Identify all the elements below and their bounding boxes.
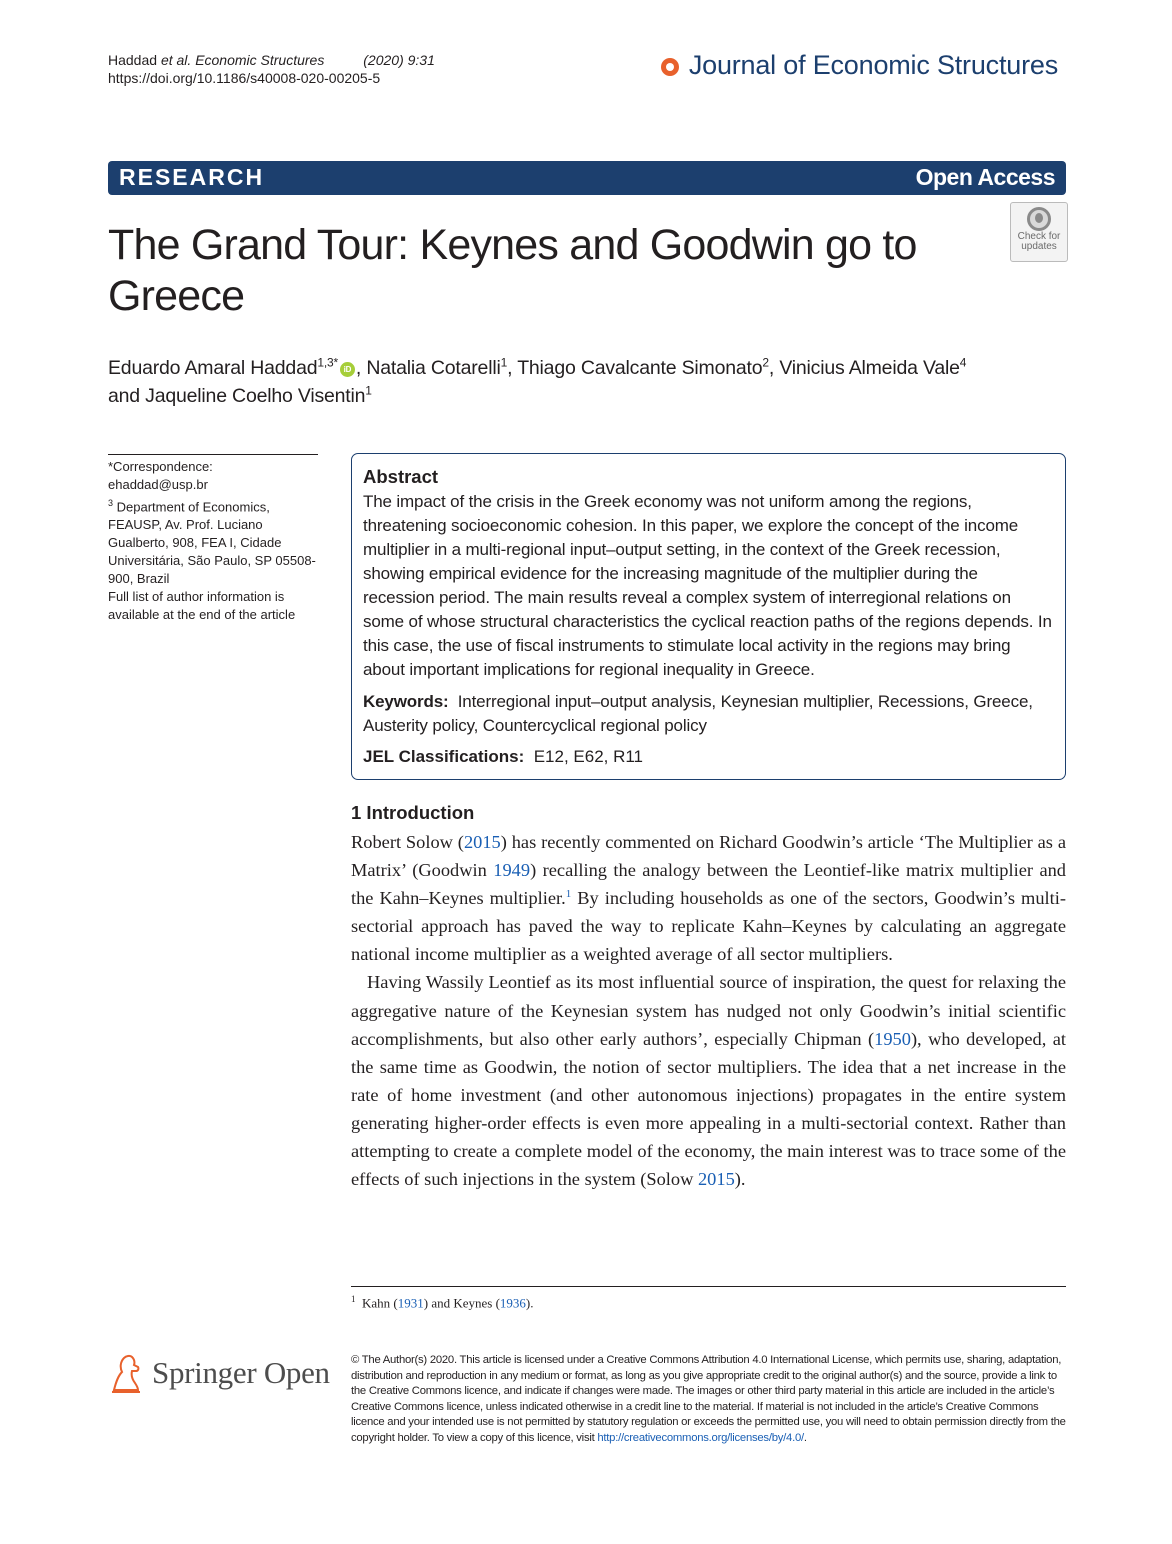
section-heading: 1 Introduction — [351, 802, 475, 823]
license-link[interactable]: http://creativecommons.org/licenses/by/4.0/ — [597, 1431, 804, 1444]
paragraph — [351, 828, 1066, 968]
author-info-note: Full list of author information is available at the end of the article — [108, 589, 296, 623]
citation-link[interactable]: 2015 — [697, 1169, 735, 1190]
abstract-box — [351, 453, 1066, 780]
license-body: © The Author(s) 2020. This article is licensed under a Creative Commons Attribution 4.0 International License, which permits use, sharing, adaptation, distribution and reproduction in any medium or format, as long as you give appropriate credit to the original author(s) and the source, provide a link to the Creative Commons licence, and indicate if changes were made. The images or other third party material in this article are included in the article’s Creative Commons licence, unless indicated otherwise in a credit line to the material. If material is not included in the article’s Creative Commons licence and your intended use is not permitted by statutory regulation or exceeds the permitted use, you will need to obtain permission directly from the copyright holder. To view a copy of this licence, visit — [351, 1354, 1066, 1444]
abstract-text: The impact of the crisis in the Greek economy was not uniform among the regions, threatening socioeconomic cohesion. In this paper, we explore the concept of the income multiplier in a multi-regional input–output setting, in the context of the Greek recession, showing empirical evidence for the increasing magnitude of the multiplier during the recession period. The main results reveal a complex system of interregional relations on some of whose structural characteristics the cyclical reaction paths of the regions depends. In this case, the use of fiscal instruments to stimulate local activity in the regions may bring about important implications for regional inequality in Greece. — [363, 492, 1052, 679]
author-affiliation: 1 — [500, 355, 508, 370]
correspondence-label: *Correspondence: — [108, 459, 213, 474]
text-run: . — [803, 1431, 807, 1444]
jel-codes: E12, E62, R11 — [533, 747, 644, 766]
abstract-heading: Abstract — [363, 466, 439, 487]
author-affiliation: 4 — [959, 355, 967, 370]
text-run: Having Wassily Leontief as its most influential source of inspiration, the quest for relaxing the aggregative nature of the Keynesian system has nudged not only Goodwin’s initial scientific accomplishments, but also other early authors’, especially Chipman ( — [351, 972, 1066, 1049]
separator: , — [768, 357, 780, 379]
correspondence-email[interactable]: ehaddad@usp.br — [108, 477, 208, 492]
journal-title[interactable] — [661, 50, 1058, 81]
author-list — [108, 354, 1048, 410]
keywords-label: Keywords: — [363, 692, 449, 711]
author-name[interactable]: Vinicius Almeida Vale — [779, 357, 960, 379]
springer-open-logo[interactable] — [108, 1352, 330, 1394]
text-run: Robert Solow ( — [351, 832, 464, 852]
springer-open-logo-icon — [661, 58, 679, 76]
citation-link[interactable]: 2015 — [463, 832, 501, 852]
author-name[interactable]: Natalia Cotarelli — [366, 357, 501, 379]
crossmark-icon — [1027, 207, 1051, 231]
jel-classifications — [363, 745, 1053, 769]
text-run: By including households as one of the sectors, Goodwin’s multi-sectorial approach has paved the way to replicate Kahn–Keynes by calculating an aggregate national income multiplier as a weighted average of all sector multipliers. — [351, 888, 1066, 965]
citation-etal: et al. — [160, 52, 192, 68]
citation-issue: (2020) 9:31 — [363, 52, 435, 68]
citation-header — [108, 51, 435, 87]
journal-name: Journal of Economic Structures — [688, 50, 1058, 80]
paragraph — [351, 968, 1066, 1193]
doi-link[interactable]: https://doi.org/10.1186/s40008-020-00205-5 — [108, 70, 381, 86]
citation-authors: Haddad — [108, 52, 158, 68]
author-name[interactable]: Eduardo Amaral Haddad — [108, 357, 318, 379]
author-affiliation: 1,3* — [317, 355, 338, 370]
footnote-number: 1 — [351, 1294, 356, 1304]
text-run: Kahn ( — [362, 1295, 398, 1311]
keywords — [363, 690, 1053, 738]
article-title: The Grand Tour: Keynes and Goodwin go to Greece — [108, 221, 917, 320]
separator: , — [507, 357, 518, 379]
correspondence-block — [108, 458, 318, 624]
orcid-icon[interactable]: iD — [340, 362, 355, 377]
brand-name: Springer — [152, 1355, 257, 1390]
separator: , — [355, 357, 367, 379]
brand-suffix: Open — [263, 1355, 330, 1390]
footnote-divider — [351, 1286, 1066, 1287]
research-banner — [108, 161, 1066, 195]
citation-link[interactable]: 1936 — [499, 1295, 526, 1311]
author-affiliation: 2 — [762, 355, 769, 370]
citation-link[interactable]: 1949 — [493, 860, 531, 881]
text-run: ). — [525, 1295, 534, 1311]
footnote — [351, 1291, 534, 1311]
check-for-label: Check for — [1017, 231, 1061, 242]
author-name[interactable]: Jaqueline Coelho Visentin — [145, 385, 366, 407]
springer-brand — [152, 1355, 330, 1391]
text-run: ) has recently commented on Richard Goodwin’s article ‘The Multiplier as a Matrix’ (Goodwin — [351, 832, 1066, 881]
keywords-text: Interregional input–output analysis, Keynesian multiplier, Recessions, Greece, Austerity policy, Countercyclical regional policy — [363, 692, 1033, 735]
author-affiliation: 1 — [365, 383, 372, 398]
sidebar-divider — [108, 454, 318, 455]
separator: and — [108, 385, 146, 407]
text-run: ). — [734, 1169, 746, 1190]
address-text: Department of Economics, FEAUSP, Av. Prof. Luciano Gualberto, 908, FEA I, Cidade Universitária, São Paulo, SP 05508-900, Brazil — [108, 499, 316, 587]
citation-link[interactable]: 1931 — [397, 1295, 424, 1311]
text-run: ), who developed, at the same time as Goodwin, the notion of sector multipliers. The idea that a net increase in the rate of home investment (and other autonomous injections) propagates in the entire system generating higher-order effects is even more appealing in a multi-sectorial context. Rather than attempting to create a complete model of the economy, the main interest was to trace some of the effects of such injections in the system (Solow — [351, 1028, 1066, 1190]
citation-line — [108, 51, 435, 69]
citation-link[interactable]: 1950 — [874, 1028, 911, 1049]
citation-journal: Economic Structures — [195, 52, 325, 68]
intro-body — [351, 828, 1066, 1193]
affiliation-number: 3 — [108, 498, 114, 508]
article-type-label: RESEARCH — [119, 164, 265, 190]
author-name[interactable]: Thiago Cavalcante Simonato — [517, 357, 763, 379]
jel-label: JEL Classifications: — [363, 747, 525, 766]
springer-horse-icon — [108, 1352, 144, 1394]
footnote-link[interactable]: 1 — [565, 888, 572, 901]
text-run: ) and Keynes ( — [423, 1295, 500, 1311]
open-access-label: Open Access — [915, 164, 1055, 190]
text-run: ) recalling the analogy between the Leontief-like matrix multiplier and the Kahn–Keynes multiplier. — [351, 860, 1066, 909]
updates-label: updates — [1021, 241, 1057, 252]
license-text — [351, 1353, 1066, 1446]
affiliation-address — [108, 494, 318, 588]
check-for-updates-button[interactable] — [1010, 202, 1068, 262]
